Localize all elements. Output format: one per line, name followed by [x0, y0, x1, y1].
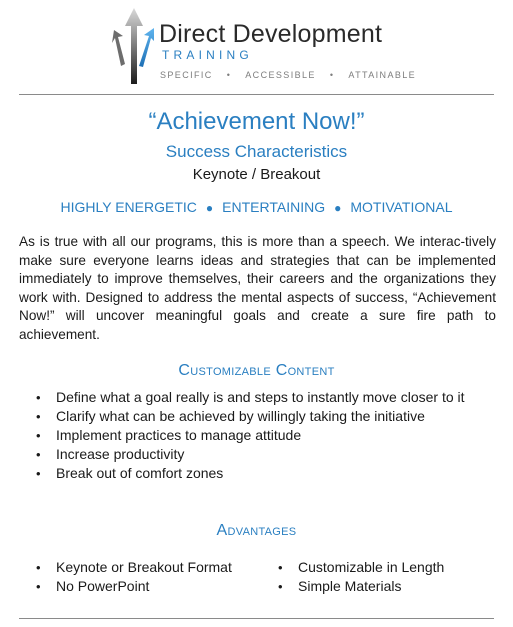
tagline-accessible: ACCESSIBLE: [245, 70, 316, 80]
page-subtitle: Success Characteristics: [165, 142, 348, 161]
intro-paragraph: As is true with all our programs, this is more than a speech. We interac-tively make sure everyone learns ideas and strategies that can be implemented immediately to improve themselves, their careers and the organizations they work with. Designed to address the mental aspects of success, “Achievement Now!” will uncover meaningful goals and create a sure fire path to achievement.: [19, 234, 496, 342]
highlight-separator: ●: [205, 201, 214, 215]
highlight-item: MOTIVATIONAL: [350, 199, 453, 215]
list-item: • Break out of comfort zones: [32, 464, 465, 483]
tagline-specific: SPECIFIC: [160, 70, 213, 80]
highlight-separator: ●: [334, 201, 342, 215]
session-format: Keynote / Breakout: [192, 166, 321, 183]
tagline-separator: •: [329, 70, 335, 80]
list-item: • Increase productivity: [32, 445, 465, 464]
list-item: • No PowerPoint: [32, 577, 232, 596]
brand-taglines: [160, 70, 416, 80]
brand-name: Direct Development: [159, 20, 383, 48]
page-title: “Achievement Now!”: [148, 108, 365, 135]
list-item: • Clarify what can be achieved by willingly taking the initiative: [32, 407, 465, 426]
top-divider: [19, 94, 494, 95]
bottom-divider: [19, 618, 494, 619]
list-item: • Implement practices to manage attitude: [32, 426, 465, 445]
tagline-attainable: ATTAINABLE: [348, 70, 417, 80]
list-item: • Simple Materials: [274, 577, 444, 596]
advantages-list-left: [32, 558, 232, 596]
advantages-list-right: [274, 558, 444, 596]
advantages-heading: Advantages: [216, 522, 297, 539]
brand-subtitle: TRAINING: [162, 48, 253, 62]
list-item: • Keynote or Breakout Format: [32, 558, 232, 577]
brand-logo: [112, 6, 417, 86]
tagline-separator: •: [226, 70, 232, 80]
highlights-line: [0, 199, 513, 215]
list-item: • Define what a goal really is and steps to instantly move closer to it: [32, 388, 465, 407]
customizable-heading: Customizable Content: [178, 362, 335, 379]
customizable-list: [32, 388, 465, 483]
highlight-item: HIGHLY ENERGETIC: [60, 199, 197, 215]
highlight-item: ENTERTAINING: [222, 199, 326, 215]
list-item: • Customizable in Length: [274, 558, 444, 577]
arrows-logo-icon: [112, 6, 156, 84]
